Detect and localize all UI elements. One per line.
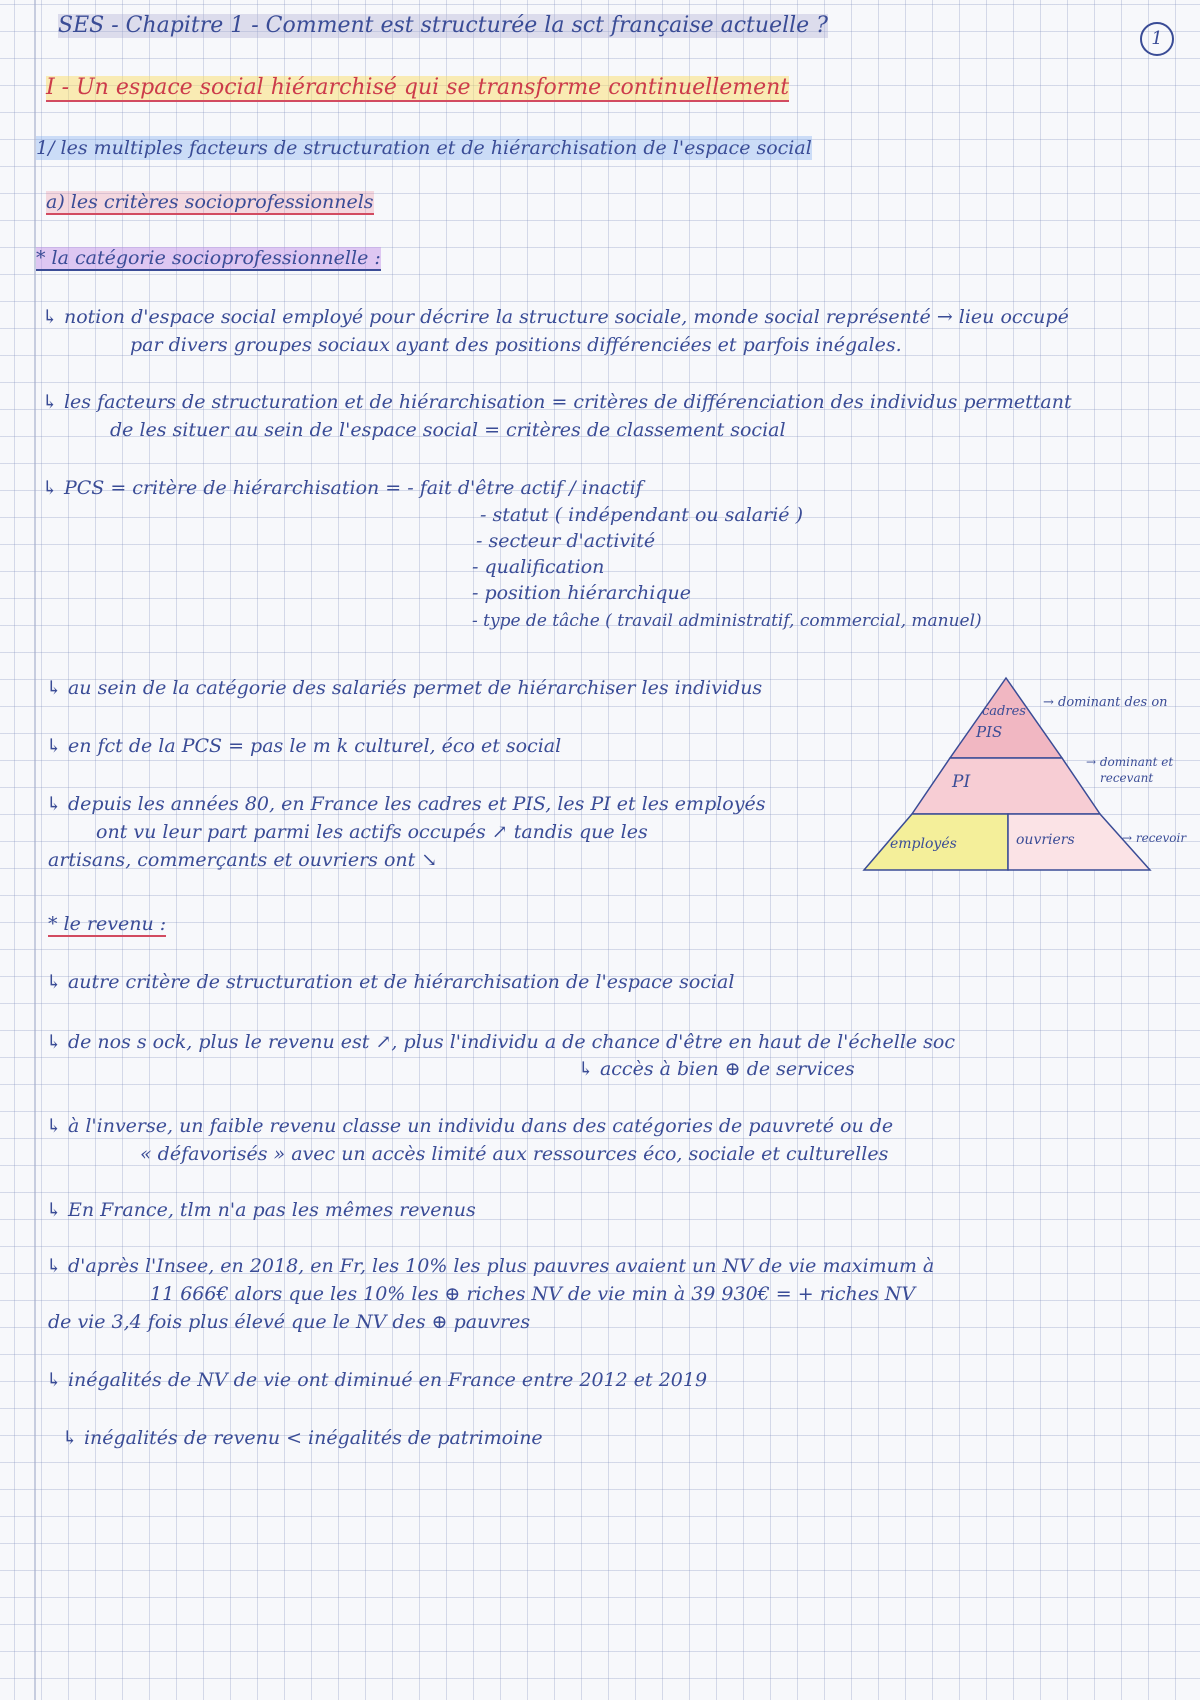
paragraph-line: ↳ autre critère de structuration et de hiérarchisation de l'espace social [46, 971, 735, 993]
paragraph-line: ↳ En France, tlm n'a pas les mêmes revenus [46, 1199, 476, 1221]
pcs-criteria-item: - statut ( indépendant ou salarié ) [480, 504, 803, 526]
paragraph-line: de vie 3,4 fois plus élevé que le NV des ⊕ pauvres [48, 1311, 531, 1333]
pyramid-label-employes: employés [890, 836, 957, 852]
section-heading-I: I - Un espace social hiérarchisé qui se transforme continuellement [46, 75, 790, 100]
subsection-heading-a [46, 190, 374, 214]
paragraph-line: ↳ en fct de la PCS = pas le m k culturel, éco et social [46, 735, 562, 757]
pcs-criteria-item: - qualification [472, 556, 605, 578]
paragraph-line: ↳ inégalités de revenu < inégalités de patrimoine [62, 1427, 543, 1449]
pyramid-label-cadres: cadres [982, 704, 1026, 719]
paragraph-line: ont vu leur part parmi les actifs occupés ↗ tandis que les [96, 821, 648, 843]
paragraph-line: ↳ à l'inverse, un faible revenu classe un individu dans des catégories de pauvreté ou de [46, 1115, 894, 1137]
paragraph-line: ↳ d'après l'Insee, en 2018, en Fr, les 10% les plus pauvres avaient un NV de vie maximum à [46, 1255, 935, 1277]
paragraph-line: de les situer au sein de l'espace social = critères de classement social [110, 419, 786, 441]
pyramid-annotation-mid: → dominant et [1086, 755, 1174, 769]
paragraph-line: ↳ depuis les années 80, en France les cadres et PIS, les PI et les employés [46, 793, 766, 815]
subsection-a-label: a) les critères socioprofessionnels [46, 191, 374, 213]
pyramid-middle-tier [912, 758, 1100, 814]
pyramid-annotation-bottom: → recevoir [1122, 831, 1187, 845]
pyramid-label-pi: PI [952, 772, 971, 792]
page-number: 1 [1140, 22, 1174, 56]
pcs-criteria-item: - secteur d'activité [476, 530, 656, 552]
pcs-criteria-item: - position hiérarchique [472, 582, 691, 604]
paragraph-line: ↳ accès à bien ⊕ de services [578, 1058, 855, 1080]
pcs-criteria-label: ↳ PCS = critère de hiérarchisation = - fait d'être actif / inactif [42, 477, 643, 499]
paragraph-line: 11 666€ alors que les 10% les ⊕ riches NV de vie min à 39 930€ = + riches NV [150, 1283, 916, 1305]
page-title: SES - Chapitre 1 - Comment est structurée la sct française actuelle ? [58, 13, 828, 38]
paragraph-line: ↳ les facteurs de structuration et de hiérarchisation = critères de différenciation des individus permettant [42, 391, 1072, 413]
paragraph-line: ↳ au sein de la catégorie des salariés permet de hiérarchiser les individus [46, 677, 763, 699]
heading-revenu-label: * le revenu : [48, 913, 167, 935]
pcs-pyramid-diagram [860, 670, 1200, 880]
pcs-criteria-item: - type de tâche ( travail administratif, commercial, manuel) [472, 611, 982, 631]
pyramid-label-pis: PIS [976, 723, 1003, 741]
subsection-heading-1: 1/ les multiples facteurs de structuration et de hiérarchisation de l'espace social [36, 137, 812, 159]
pyramid-label-ouvriers: ouvriers [1016, 832, 1075, 848]
pyramid-annotation-top: → dominant des on [1043, 695, 1168, 710]
heading-revenu [48, 912, 166, 936]
paragraph-line: ↳ inégalités de NV de vie ont diminué en France entre 2012 et 2019 [46, 1369, 708, 1391]
paragraph-line: par divers groupes sociaux ayant des positions différenciées et parfois inégales. [130, 334, 902, 356]
paragraph-line: artisans, commerçants et ouvriers ont ↘ [48, 849, 438, 871]
heading-pcs-label: * la catégorie socioprofessionnelle : [36, 247, 381, 269]
heading-pcs [36, 246, 381, 270]
paragraph-line: ↳ notion d'espace social employé pour décrire la structure sociale, monde social représenté → lieu occupé [42, 306, 1069, 328]
pyramid-annotation-mid-2: recevant [1100, 771, 1154, 785]
paragraph-line: « défavorisés » avec un accès limité aux ressources éco, sociale et culturelles [140, 1143, 889, 1165]
paragraph-line: ↳ de nos s ock, plus le revenu est ↗, plus l'individu a de chance d'être en haut de l'échelle soc [46, 1031, 956, 1053]
